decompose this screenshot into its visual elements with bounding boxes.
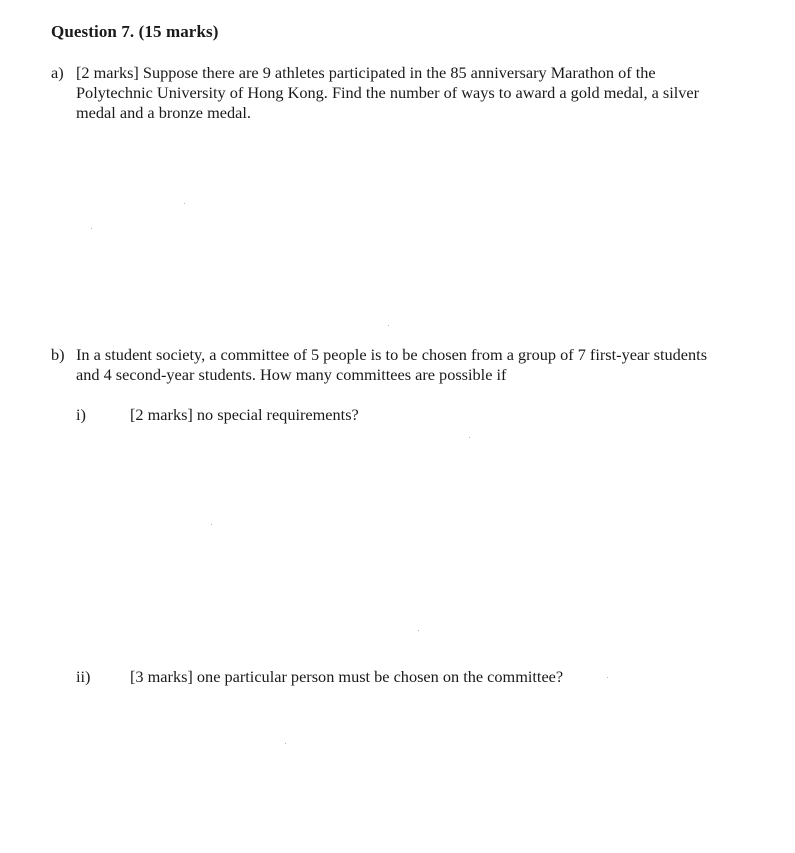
scan-speck <box>285 743 286 744</box>
scan-speck <box>91 228 92 229</box>
part-a-text: [2 marks] Suppose there are 9 athletes participated in the 85 anniversary Marathon of the Polytechnic University of Hong Kong. Find the number of ways to award a gold medal, a silver medal and a bronze medal. <box>76 63 700 122</box>
scan-speck <box>607 677 608 678</box>
scan-speck <box>211 524 212 525</box>
scan-speck <box>388 325 389 326</box>
part-a-label: a) <box>51 63 64 82</box>
scan-speck <box>469 437 470 438</box>
part-b-i-label: i) <box>76 405 86 424</box>
part-a <box>51 63 711 125</box>
part-b <box>51 345 711 387</box>
part-b-label: b) <box>51 345 65 364</box>
part-b-text: In a student society, a committee of 5 people is to be chosen from a group of 7 first-year students and 4 second-year students. How many committees are possible if <box>76 345 708 384</box>
part-b-i-text: [2 marks] no special requirements? <box>130 405 359 424</box>
part-b-ii-text: [3 marks] one particular person must be chosen on the committee? <box>130 667 564 686</box>
scan-speck <box>418 630 419 631</box>
scan-speck <box>184 203 185 204</box>
question-heading: Question 7. (15 marks) <box>51 22 219 41</box>
part-b-ii-label: ii) <box>76 667 91 686</box>
